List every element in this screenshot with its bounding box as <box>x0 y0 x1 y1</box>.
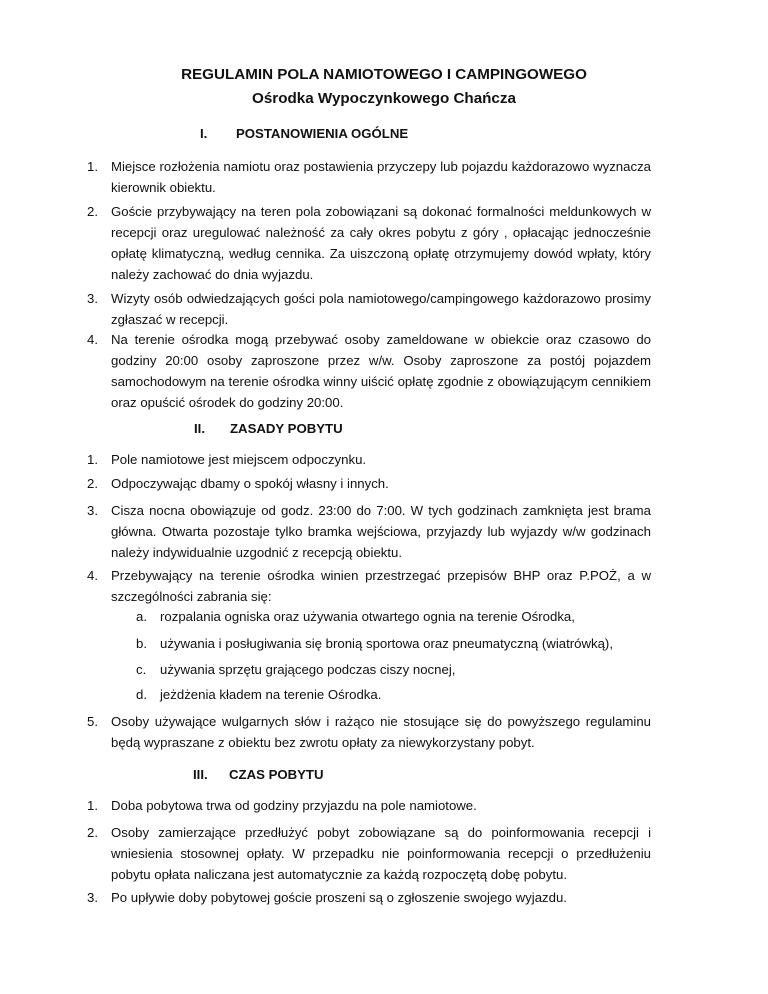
item-number: 2. <box>87 476 98 491</box>
item-number: 2. <box>87 204 98 219</box>
item-text: Wizyty osób odwiedzających gości pola namiotowego/campingowego każdorazowo prosimy zgłaszać w recepcji. <box>111 291 651 327</box>
item-text: Na terenie ośrodka mogą przebywać osoby zameldowane w obiekcie oraz czasowo do godziny 20:00 osoby zaproszone przez w/w. Osoby zaproszone za postój pojazdem samochodowym na terenie ośrodka winny uiścić opłatę zgodnie z obowiązującym cennikiem oraz opuścić ośrodek do godziny 20:00. <box>111 332 651 410</box>
list-item <box>87 473 651 494</box>
document-title: REGULAMIN POLA NAMIOTOWEGO I CAMPINGOWEGO <box>181 66 587 83</box>
list-item <box>87 449 651 470</box>
item-number: 1. <box>87 159 98 174</box>
item-number: 3. <box>87 291 98 306</box>
list-item <box>87 156 651 198</box>
list-item <box>87 887 651 908</box>
sub-item-text: używania sprzętu grającego podczas ciszy nocnej, <box>160 662 456 677</box>
sub-item-text: używania i posługiwania się bronią sportowa oraz pneumatyczną (wiatrówką), <box>160 636 613 651</box>
list-item <box>87 500 651 563</box>
sub-list-item <box>136 606 575 627</box>
item-text: Osoby zamierzające przedłużyć pobyt zobowiązane są do poinformowania recepcji i wniesienia stosownej opłaty. W przepadku nie poinformowania recepcji o przedłużeniu pobytu opłata naliczana jest automatycznie za każdą rozpoczętą dobę pobytu. <box>111 825 651 882</box>
item-text: Osoby używające wulgarnych słów i rażąco nie stosujące się do powyższego regulaminu będą wypraszane z obiektu bez zwrotu opłaty za niewykorzystany pobyt. <box>111 714 651 750</box>
item-number: 4. <box>87 568 98 583</box>
section-numeral: II. <box>194 421 205 436</box>
item-text: Cisza nocna obowiązuje od godz. 23:00 do 7:00. W tych godzinach zamknięta jest brama główna. Otwarta pozostaje tylko bramka wejściowa, przyjazdy lub wyjazdy w/w godzinach należy indywidualnie uzgodnić z recepcją obiektu. <box>111 503 651 560</box>
list-item <box>87 201 651 285</box>
item-number: 3. <box>87 890 98 905</box>
list-item <box>87 288 651 330</box>
sub-item-text: rozpalania ogniska oraz używania otwartego ognia na terenie Ośrodka, <box>160 609 575 624</box>
sub-list-item <box>136 659 456 680</box>
item-text: Doba pobytowa trwa od godziny przyjazdu na pole namiotowe. <box>111 798 477 813</box>
item-number: 3. <box>87 503 98 518</box>
section-title: ZASADY POBYTU <box>230 421 343 436</box>
sub-item-text: jeżdżenia kładem na terenie Ośrodka. <box>160 687 382 702</box>
item-number: 5. <box>87 714 98 729</box>
item-number: 1. <box>87 452 98 467</box>
section-numeral: I. <box>200 126 208 141</box>
sub-item-letter: a. <box>136 609 147 624</box>
list-item <box>87 329 651 413</box>
section-title: CZAS POBYTU <box>229 767 324 782</box>
sub-list-item <box>136 633 613 654</box>
item-text: Odpoczywając dbamy o spokój własny i innych. <box>111 476 389 491</box>
item-text: Goście przybywający na teren pola zobowiązani są dokonać formalności meldunkowych w recepcji oraz uregulować należność za cały okres pobytu z góry , opłacając jednocześnie opłatę klimatyczną, według cennika. Za uiszczoną opłatę otrzymujemy dowód wpłaty, który należy zachować do dnia wyjazdu. <box>111 204 651 282</box>
section-title: POSTANOWIENIA OGÓLNE <box>236 126 409 141</box>
document-subtitle: Ośrodka Wypoczynkowego Chańcza <box>252 90 516 107</box>
item-text: Przebywający na terenie ośrodka winien przestrzegać przepisów BHP oraz P.POŻ, a w szczególności zabrania się: <box>111 568 651 604</box>
sub-list-item <box>136 684 382 705</box>
item-number: 2. <box>87 825 98 840</box>
sub-item-letter: b. <box>136 636 147 651</box>
sub-item-letter: d. <box>136 687 147 702</box>
item-text: Miejsce rozłożenia namiotu oraz postawienia przyczepy lub pojazdu każdorazowo wyznacza kierownik obiektu. <box>111 159 651 195</box>
list-item <box>87 822 651 885</box>
item-text: Pole namiotowe jest miejscem odpoczynku. <box>111 452 367 467</box>
sub-item-letter: c. <box>136 662 147 677</box>
item-number: 1. <box>87 798 98 813</box>
item-number: 4. <box>87 332 98 347</box>
list-item <box>87 565 651 607</box>
section-numeral: III. <box>193 767 208 782</box>
list-item <box>87 711 651 753</box>
list-item <box>87 795 651 816</box>
item-text: Po upływie doby pobytowej goście proszeni są o zgłoszenie swojego wyjazdu. <box>111 890 567 905</box>
